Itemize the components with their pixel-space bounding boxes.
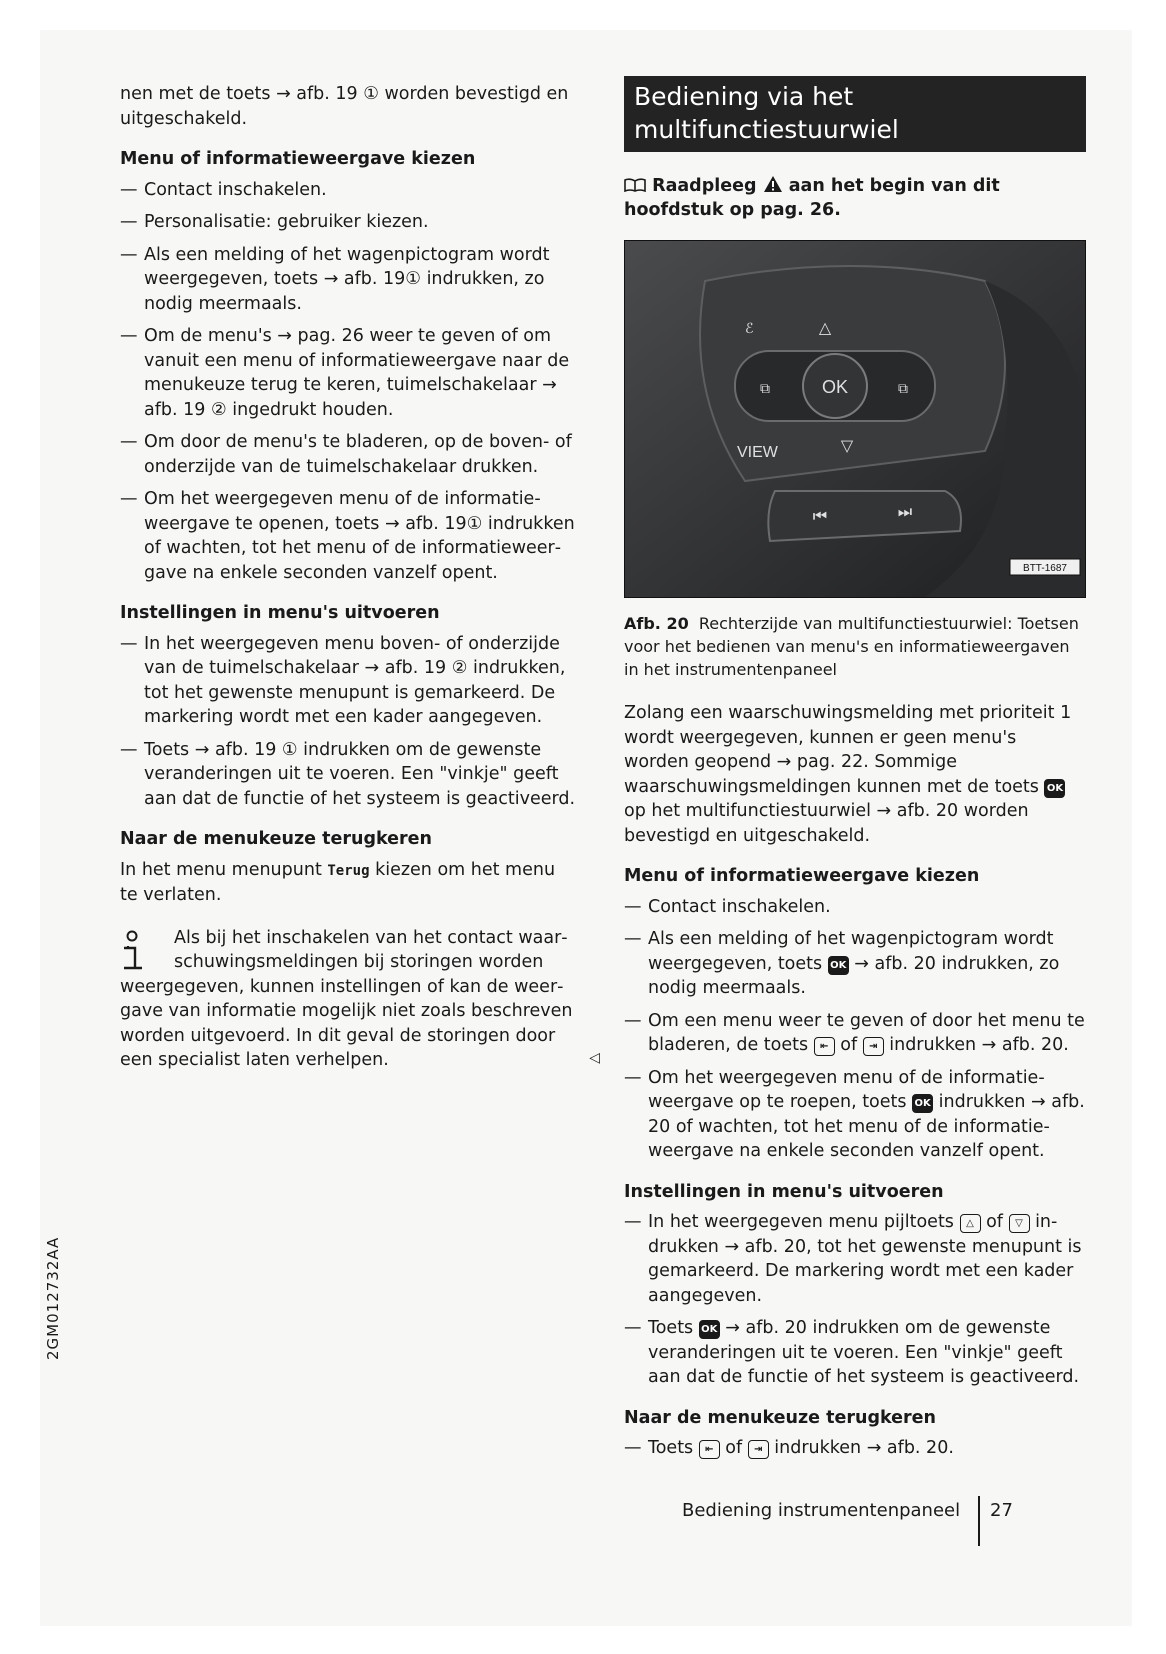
text-fragment: indrukken → afb. 20 of wachten, tot het menu of de informatieweergave na enkele seconden vanzelf opent. — [648, 1092, 1085, 1161]
list-item: — In het weergegeven menu boven- of onderzijde van de tuimelschakelaar → afb. 19 ② indrukken, tot het gewenste menupunt is gemarkeerd. De markering wordt met een kader aangegeven. — [120, 632, 578, 730]
svg-text:▽: ▽ — [840, 436, 854, 455]
ok-key-icon: OK — [699, 1320, 720, 1339]
book-icon — [624, 178, 646, 192]
info-text: weergegeven, kunnen instellingen of kan de weergave van informatie mogelijk niet zoals beschreven worden uitgevoerd. In dit geval de storingen door een specialist laten verhelpen. — [120, 976, 573, 1070]
page-number: 27 — [990, 1500, 1013, 1521]
steering-wheel-illustration — [625, 241, 1085, 597]
right-column — [624, 76, 1086, 1469]
section-heading: Naar de menukeuze terugkeren — [120, 829, 432, 849]
prev-menu-key-icon: ⇤ — [699, 1440, 720, 1459]
prev-menu-key-icon: ⇤ — [814, 1037, 835, 1056]
text-fragment: Om een menu weer te geven of door het menu te bladeren, de toets — [648, 1010, 1085, 1055]
end-marker: ◁ — [589, 1050, 600, 1066]
back-text — [120, 858, 578, 908]
section-heading: Instellingen in menu's uitvoeren — [624, 1181, 944, 1202]
list-item: — Toets → afb. 19 ① indrukken om de gewenste veranderingen uit te voeren. Een "vinkje" geeft aan dat de functie of het systeem is geactiveerd. — [120, 738, 578, 812]
text-fragment: → afb. 20 indrukken, zo nodig meermaals. — [648, 953, 1060, 998]
info-note — [120, 926, 600, 1073]
list-item — [624, 1436, 1086, 1461]
text-fragment: op het multifunctiestuurwiel → afb. 20 worden bevestigd en uitgeschakeld. — [624, 801, 1029, 846]
svg-text:ℰ: ℰ — [745, 321, 754, 337]
left-column — [120, 82, 600, 1073]
reference-note — [624, 174, 1086, 222]
footer-section-title: Bediening instrumentenpaneel — [682, 1500, 961, 1521]
ok-key-icon: OK — [1044, 779, 1065, 798]
next-menu-key-icon: ⇥ — [748, 1440, 769, 1459]
ok-label: OK — [821, 377, 849, 397]
figure-code: BTT-1687 — [1023, 563, 1067, 574]
ok-key-icon: OK — [828, 956, 849, 975]
list-item: — Personalisatie: gebruiker kiezen. — [120, 210, 578, 235]
text-fragment: of — [719, 1438, 748, 1458]
text-fragment: Als een melding of het wagenpictogram wordt weergegeven, toets — [648, 929, 1054, 974]
step-list — [624, 895, 1086, 1164]
info-icon — [120, 930, 150, 974]
document-code: 2GM012732AA — [44, 1236, 62, 1360]
text-fragment: Toets — [648, 1438, 699, 1458]
warning-triangle-icon — [763, 175, 783, 193]
list-item: — Om de menu's → pag. 26 weer te geven of om vanuit een menu of informatieweergave naar de menukeuze terug te keren, tuimelschakelaar → afb. 19 ② ingedrukt houden. — [120, 324, 578, 422]
intro-text: nen met de toets → afb. 19 ① worden bevestigd en uitgeschakeld. — [120, 84, 569, 129]
up-arrow-key-icon: △ — [960, 1214, 981, 1233]
text-fragment: kiezen om het menu te verlaten. — [120, 859, 556, 905]
caption-label: Afb. 20 — [624, 614, 689, 633]
next-menu-key-icon: ⇥ — [863, 1037, 884, 1056]
info-text: Als bij het inschakelen van het contact waarschuwingsmeldingen bij storingen worden — [174, 927, 568, 972]
text-fragment: In het weergegeven menu pijltoets — [648, 1212, 960, 1232]
text-fragment: Zolang een waarschuwingsmelding met prioriteit 1 wordt weergegeven, kunnen er geen menu's worden geopend → pag. 22. Sommige waarschuwingsmeldingen kunnen met de toets — [624, 703, 1072, 797]
step-list — [120, 632, 578, 812]
footer-divider — [978, 1496, 980, 1546]
text-fragment: aan het begin van dit hoofdstuk op pag. 26. — [624, 176, 1000, 220]
svg-text:⧉: ⧉ — [898, 381, 908, 397]
list-item — [624, 1009, 1086, 1058]
ok-key-icon: OK — [912, 1094, 933, 1113]
list-item: — Contact inschakelen. — [120, 178, 578, 203]
list-item — [624, 1316, 1086, 1390]
list-item: — Om het weergegeven menu of de informatieweergave te openen, toets → afb. 19① indrukken of wachten, tot het menu of de informatieweergave na enkele seconden vanzelf opent. — [120, 487, 578, 585]
list-item — [624, 1066, 1086, 1164]
text-fragment: indrukken → afb. 20. — [883, 1035, 1069, 1055]
svg-text:△: △ — [818, 318, 832, 337]
list-item: — Contact inschakelen. — [624, 895, 1086, 920]
svg-text:⏮: ⏮ — [812, 506, 828, 525]
text-fragment: of — [834, 1035, 863, 1055]
section-title: Bediening via het multifunctiestuurwiel — [624, 76, 1086, 152]
text-fragment: of — [980, 1212, 1009, 1232]
svg-text:⧉: ⧉ — [760, 381, 770, 397]
list-item — [624, 927, 1086, 1001]
list-item: — Als een melding of het wagenpictogram wordt weergegeven, toets → afb. 19① indrukken, zo nodig meermaals. — [120, 243, 578, 317]
text-fragment: Om het weergegeven menu of de informatieweergave op te roepen, toets — [648, 1067, 1045, 1112]
warning-text — [624, 701, 1086, 848]
text-fragment: Raadpleeg — [652, 176, 763, 196]
step-list — [624, 1436, 1086, 1461]
step-list — [624, 1210, 1086, 1390]
text-fragment: → afb. 20 indrukken om de gewenste veranderingen uit te voeren. Een "vinkje" geeft aan dat de functie of het systeem is geactiveerd. — [648, 1318, 1080, 1387]
section-heading: Instellingen in menu's uitvoeren — [120, 603, 440, 623]
svg-text:⏭: ⏭ — [897, 502, 913, 521]
list-item: — Om door de menu's te bladeren, op de boven- of onderzijde van de tuimelschakelaar drukken. — [120, 430, 578, 479]
step-list — [120, 178, 578, 586]
text-fragment: In het menu menupunt — [120, 859, 328, 880]
list-item — [624, 1210, 1086, 1308]
text-fragment: Toets — [648, 1318, 699, 1338]
caption-text: Rechterzijde van multifunctiestuurwiel: Toetsen voor het bedienen van menu's en informatieweergaven in het instrumentenpaneel — [624, 614, 1079, 679]
down-arrow-key-icon: ▽ — [1009, 1214, 1030, 1233]
section-heading: Menu of informatieweergave kiezen — [120, 149, 476, 169]
steering-wheel-figure — [624, 240, 1086, 598]
menu-key-terug: Terug — [327, 862, 370, 879]
section-heading: Naar de menukeuze terugkeren — [624, 1407, 936, 1428]
text-fragment: indrukken → afb. 20. — [768, 1438, 954, 1458]
section-heading: Menu of informatieweergave kiezen — [624, 866, 980, 886]
view-label: VIEW — [737, 444, 778, 461]
figure-caption — [624, 612, 1086, 681]
text-fragment: indrukken → afb. 20, tot het gewenste menupunt is gemarkeerd. De markering wordt met een kader aangegeven. — [648, 1212, 1082, 1306]
